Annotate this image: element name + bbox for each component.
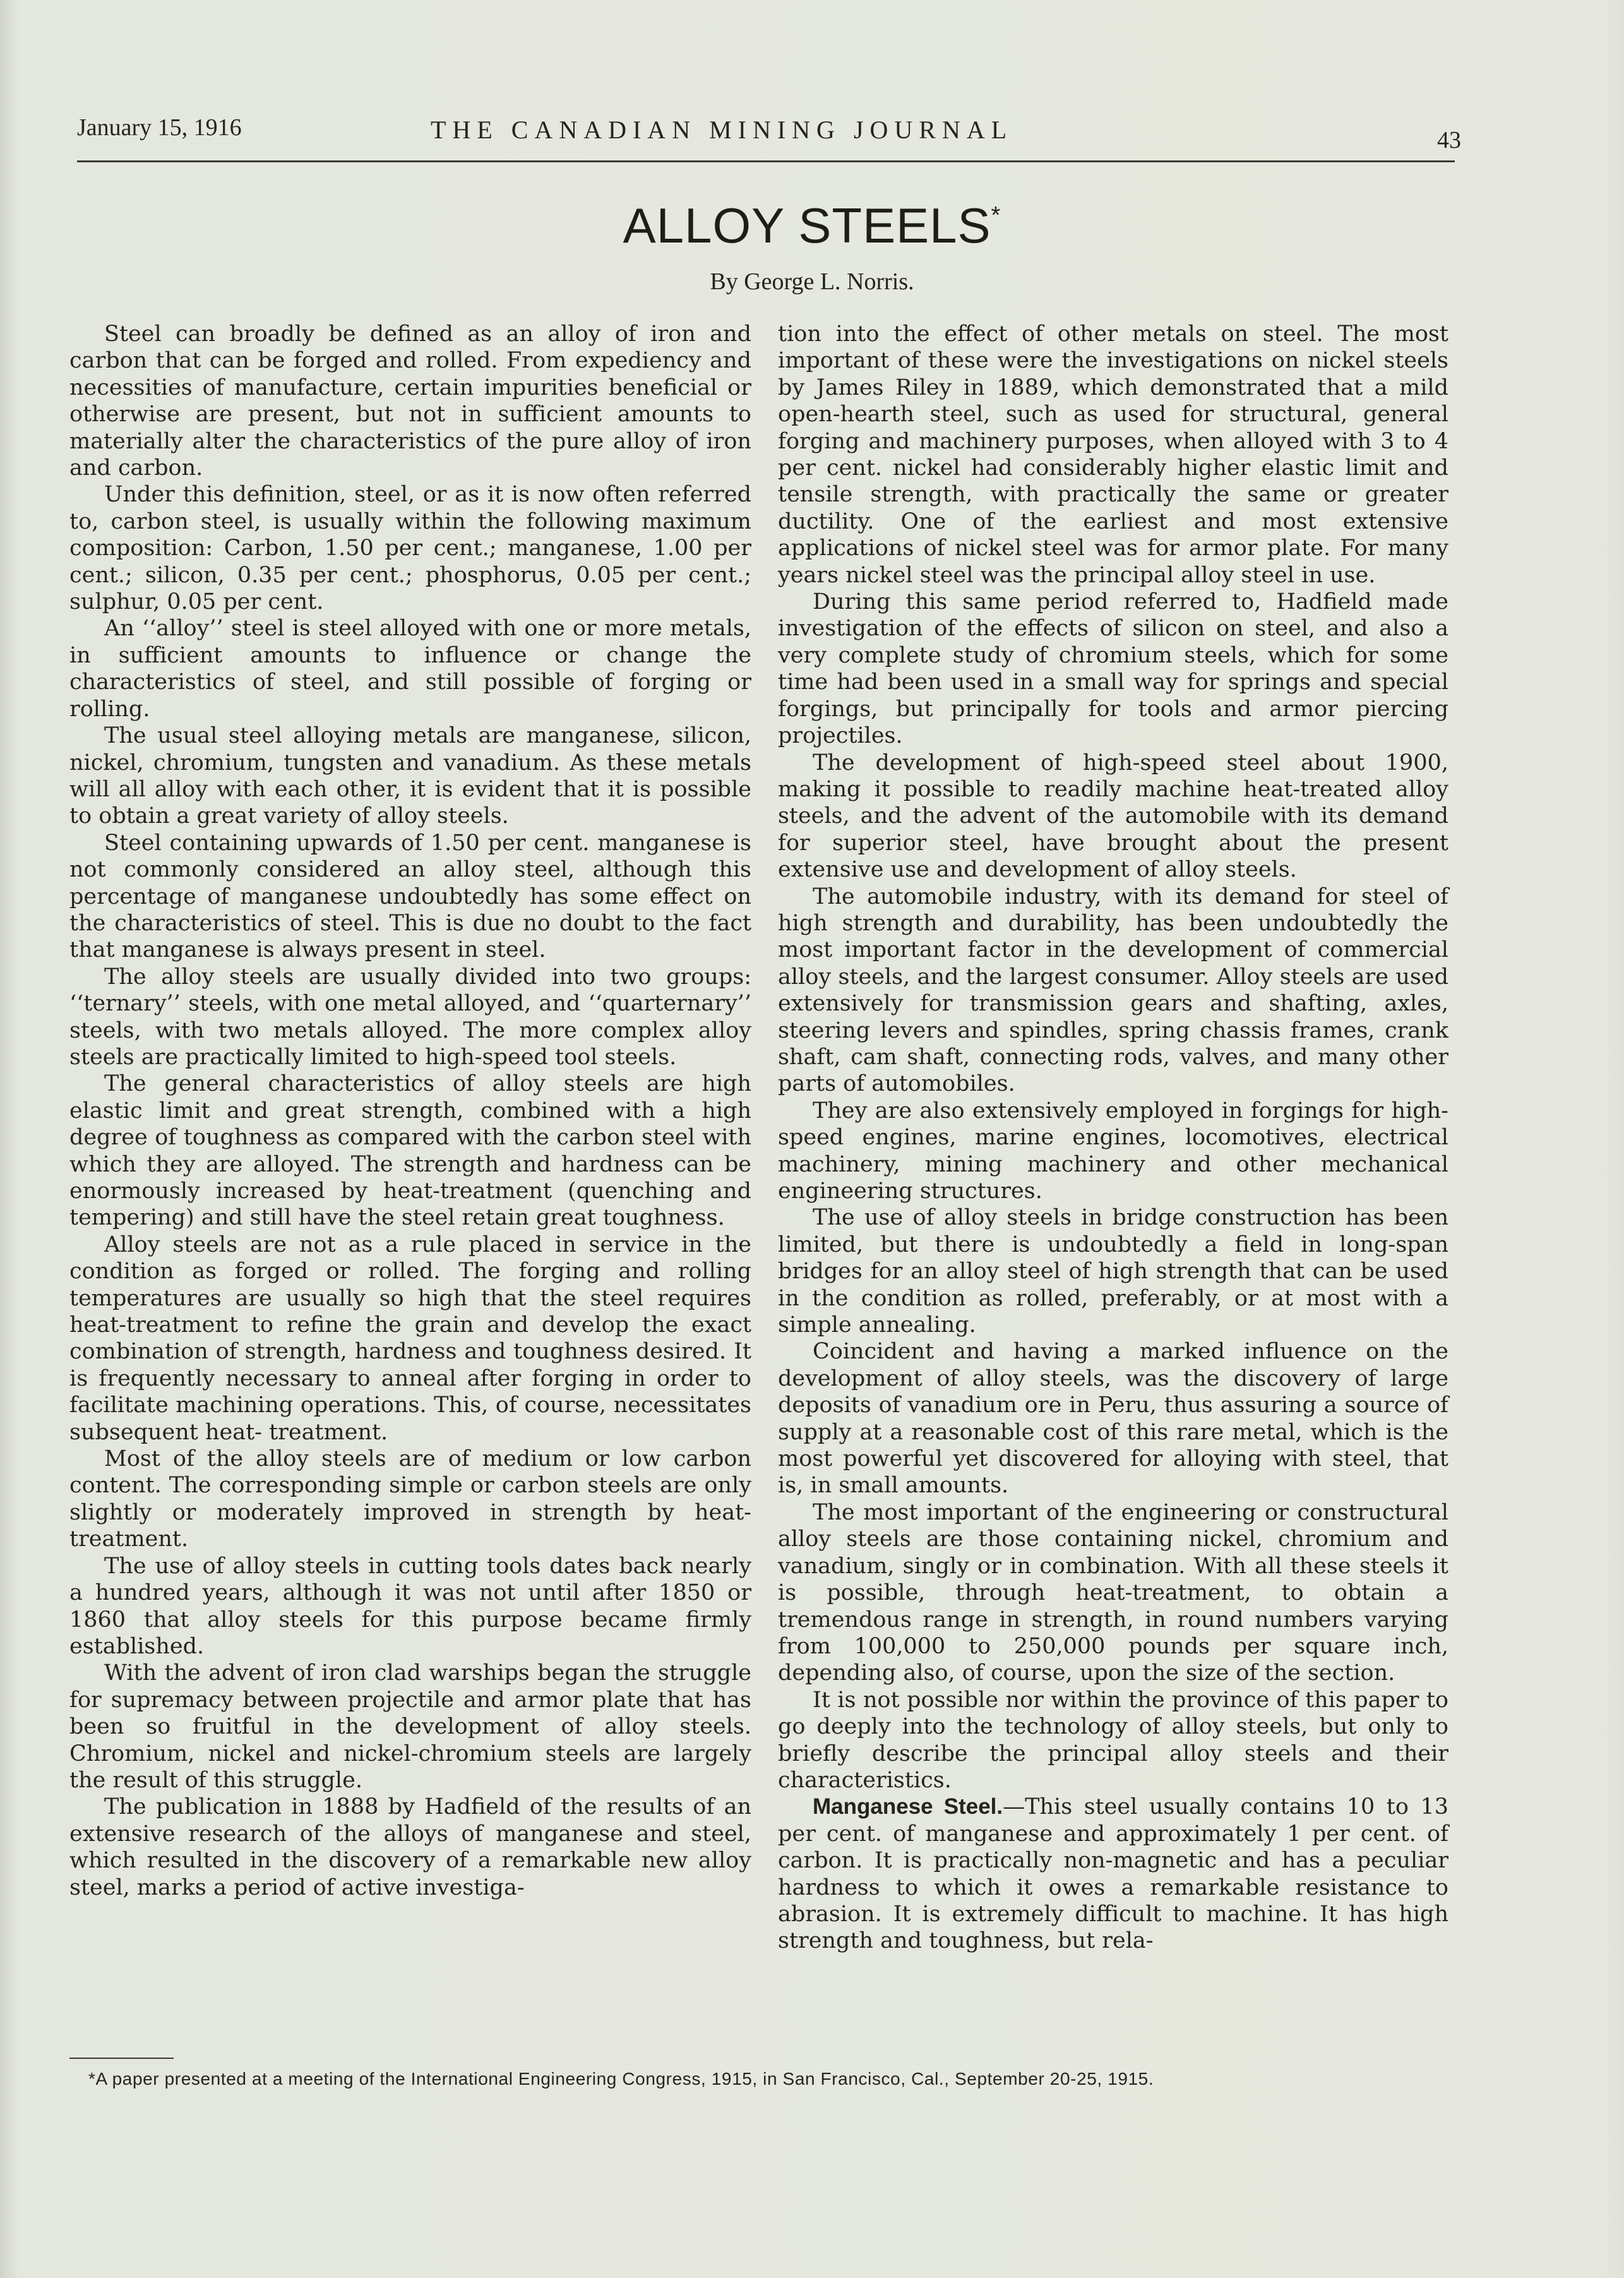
paragraph: Coincident and having a marked influence on the development of alloy steels, was the discovery of large deposits of vanadium ore in Peru, thus assuring a source of supply at a reasonable cost of this rare metal, which is the most powerful yet discovered for alloying with steel, that is, in small amounts. [778, 1339, 1448, 1499]
journal-name: THE CANADIAN MINING JOURNAL [431, 116, 1013, 144]
header-rule [77, 160, 1455, 162]
byline: By George L. Norris. [710, 268, 914, 295]
manganese-steel-paragraph [778, 1794, 1448, 1954]
running-head [77, 114, 1461, 152]
paragraph: They are also extensively employed in forgings for high-speed engines, marine engines, locomotives, electrical machinery, mining machinery and other mechanical engineering structures. [778, 1098, 1448, 1204]
paragraph: It is not possible nor within the province of this paper to go deeply into the technology of alloy steels, but only to briefly describe the principal alloy steels and their characteristics. [778, 1687, 1448, 1793]
paragraph-continued: tion into the effect of other metals on steel. The most important of these were the investigations on nickel steels by James Riley in 1889, which demonstrated that a mild open-hearth steel, such as used for structural, general forging and machinery purposes, when alloyed with 3 to 4 per cent. nickel had considerably higher elastic limit and tensile strength, with practically the same or greater ductility. One of the earliest and most extensive applications of nickel steel was for armor plate. For many years nickel steel was the principal alloy steel in use. [778, 321, 1448, 588]
paragraph: Steel containing upwards of 1.50 per cent. manganese is not commonly considered an alloy steel, although this percentage of manganese undoubtedly has some effect on the characteristics of steel. This is due no doubt to the fact that manganese is always present in steel. [69, 830, 751, 963]
paragraph: The general characteristics of alloy steels are high elastic limit and great strength, combined with a high degree of toughness as compared with the carbon steel with which they are alloyed. The strength and hardness can be enormously increased by heat-treatment (quenching and tempering) and still have the steel retain great toughness. [69, 1071, 751, 1231]
paragraph: Most of the alloy steels are of medium or low carbon content. The corresponding simple or carbon steels are only slightly or moderately improved in strength by heat-treatment. [69, 1446, 751, 1552]
footnote-mark: * [991, 202, 1001, 229]
footnote-rule [69, 2058, 174, 2059]
paragraph: Under this definition, steel, or as it is now often referred to, carbon steel, is usually within the following maximum composition: Carbon, 1.50 per cent.; manganese, 1.00 per cent.; silicon, 0.35 per cent.; phosphorus, 0.05 per cent.; sulphur, 0.05 per cent. [69, 482, 751, 615]
paragraph: An ‘‘alloy’’ steel is steel alloyed with one or more metals, in sufficient amounts to influence or change the characteristics of steel, and still possible of forging or rolling. [69, 616, 751, 722]
paragraph: The use of alloy steels in bridge construction has been limited, but there is undoubtedly a field in long-span bridges for an alloy steel of high strength that can be used in the condition as rolled, preferably, or at most with a simple annealing. [778, 1205, 1448, 1338]
page-number: 43 [1437, 127, 1461, 153]
paragraph: The usual steel alloying metals are manganese, silicon, nickel, chromium, tungsten and vanadium. As these metals will all alloy with each other, it is evident that it is possible to obtain a great variety of alloy steels. [69, 723, 751, 829]
paragraph: The most important of the engineering or constructural alloy steels are those containing nickel, chromium and vanadium, singly or in combination. With all these steels it is possible, through heat-treatment, to obtain a tremendous range in strength, in round numbers varying from 100,000 to 250,000 pounds per square inch, depending also, of course, upon the size of the section. [778, 1499, 1448, 1686]
paragraph: The alloy steels are usually divided into two groups: ‘‘ternary’’ steels, with one metal alloyed, and ‘‘quarternary’’ steels, with two metals alloyed. The more complex alloy steels are practically limited to high-speed tool steels. [69, 964, 751, 1070]
paragraph: Alloy steels are not as a rule placed in service in the condition as forged or rolled. The forging and rolling temperatures are usually so high that the steel requires heat-treatment to refine the grain and develop the exact combination of strength, hardness and toughness desired. It is frequently necessary to anneal after forging in order to facilitate machining operations. This, of course, necessitates subsequent heat- treatment. [69, 1232, 751, 1445]
issue-date: January 15, 1916 [77, 114, 242, 141]
article-title-text: ALLOY STEELS [623, 198, 991, 253]
paragraph: With the advent of iron clad warships began the struggle for supremacy between projectile and armor plate that has been so fruitful in the development of alloy steels. Chromium, nickel and nickel-chromium steels are largely the result of this struggle. [69, 1660, 751, 1793]
paragraph: The use of alloy steels in cutting tools dates back nearly a hundred years, although it was not until after 1850 or 1860 that alloy steels for this purpose became firmly established. [69, 1553, 751, 1659]
article-title [0, 197, 1624, 255]
manganese-steel-text: —This steel usually contains 10 to 13 per cent. of manganese and approximately 1 per cent. of carbon. It is practically non-magnetic and has a peculiar hardness to which it owes a remarkable resistance to abrasion. It is extremely difficult to machine. It has high strength and toughness, but rela- [778, 1794, 1448, 1954]
paragraph: The automobile industry, with its demand for steel of high strength and durability, has been undoubtedly the most important factor in the development of commercial alloy steels, and the largest consumer. Alloy steels are used extensively for transmission gears and shafting, axles, steering levers and spindles, spring chassis frames, crank shaft, cam shaft, connecting rods, valves, and many other parts of automobiles. [778, 884, 1448, 1097]
right-column [778, 321, 1448, 1955]
paragraph: The development of high-speed steel about 1900, making it possible to readily machine heat-treated alloy steels, and the advent of the automobile with its demand for superior steel, have brought about the present extensive use and development of alloy steels. [778, 750, 1448, 883]
paragraph: Steel can broadly be defined as an alloy of iron and carbon that can be forged and rolled. From expediency and necessities of manufacture, certain impurities beneficial or otherwise are present, but not in sufficient amounts to materially alter the characteristics of the pure alloy of iron and carbon. [69, 321, 751, 481]
left-column [69, 321, 751, 1901]
paragraph: During this same period referred to, Hadfield made investigation of the effects of silicon on steel, and also a very complete study of chromium steels, which for some time had been used in a small way for springs and special forgings, but principally for tools and armor piercing projectiles. [778, 589, 1448, 749]
paragraph: The publication in 1888 by Hadfield of the results of an extensive research of the alloys of manganese and steel, which resulted in the discovery of a remarkable new alloy steel, marks a period of active investiga- [69, 1794, 751, 1900]
section-heading-manganese-steel: Manganese Steel. [813, 1794, 1003, 1819]
footnote: *A paper presented at a meeting of the International Engineering Congress, 1915, in San Francisco, Cal., September 20-25, 1915. [88, 2069, 1154, 2089]
